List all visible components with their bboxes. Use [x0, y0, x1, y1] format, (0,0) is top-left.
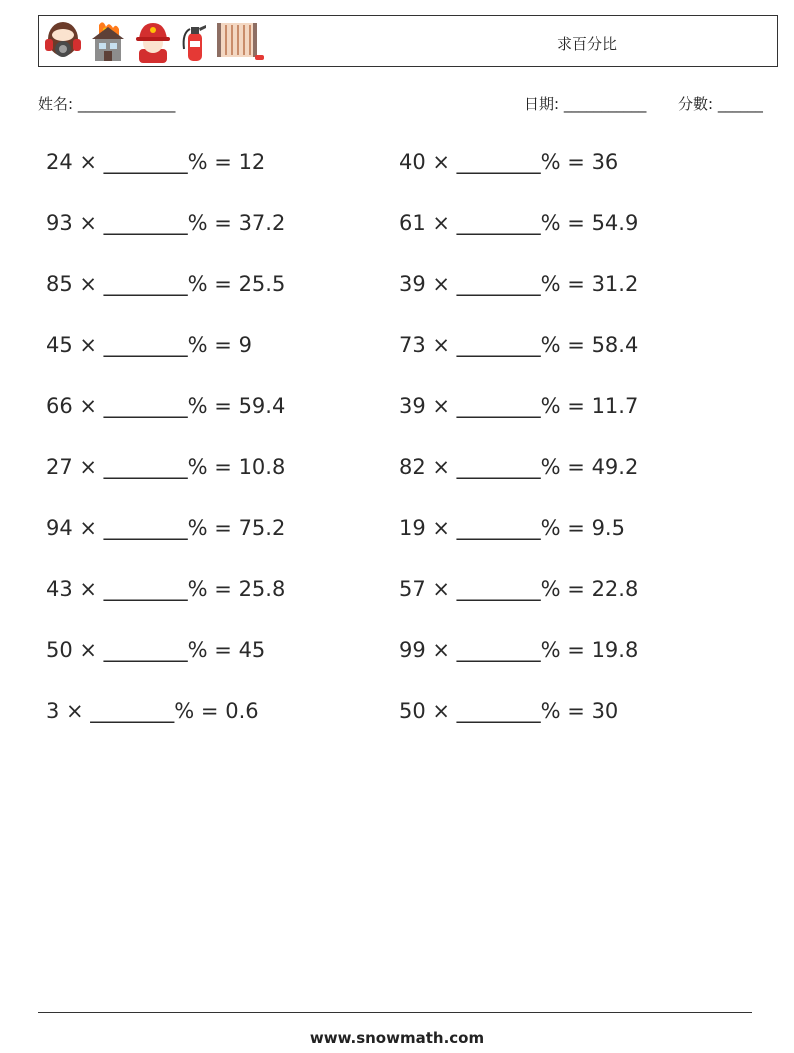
- fire-extinguisher-icon: [179, 19, 209, 63]
- problem-right-1: 40 × ________% = 36: [399, 150, 619, 174]
- problem-right-5: 39 × ________% = 11.7: [399, 394, 639, 418]
- problem-right-9: 99 × ________% = 19.8: [399, 638, 639, 662]
- problem-right-7: 19 × ________% = 9.5: [399, 516, 625, 540]
- problem-left-2: 93 × ________% = 37.2: [46, 211, 286, 235]
- problem-left-8: 43 × ________% = 25.8: [46, 577, 286, 601]
- problem-right-10: 50 × ________% = 30: [399, 699, 619, 723]
- problem-left-4: 45 × ________% = 9: [46, 333, 252, 357]
- problem-left-3: 85 × ________% = 25.5: [46, 272, 286, 296]
- problem-left-6: 27 × ________% = 10.8: [46, 455, 286, 479]
- firefighter-icon: [133, 19, 173, 63]
- footer-divider: [38, 1012, 752, 1013]
- footer-site: www.snowmath.com: [309, 1029, 485, 1047]
- problem-right-2: 61 × ________% = 54.9: [399, 211, 639, 235]
- header-icons: [43, 18, 265, 64]
- problem-right-8: 57 × ________% = 22.8: [399, 577, 639, 601]
- problem-right-4: 73 × ________% = 58.4: [399, 333, 639, 357]
- score-field: 分數: ______: [678, 95, 763, 113]
- problem-left-9: 50 × ________% = 45: [46, 638, 266, 662]
- header-box: [38, 15, 778, 67]
- problem-right-6: 82 × ________% = 49.2: [399, 455, 639, 479]
- firefighter-mask-icon: [43, 19, 83, 63]
- fire-hose-icon: [215, 19, 265, 63]
- problem-left-7: 94 × ________% = 75.2: [46, 516, 286, 540]
- burning-house-icon: [89, 19, 127, 63]
- date-field: 日期: ___________: [524, 95, 647, 113]
- problem-right-3: 39 × ________% = 31.2: [399, 272, 639, 296]
- problem-left-10: 3 × ________% = 0.6: [46, 699, 259, 723]
- worksheet-title: 求百分比: [557, 35, 618, 53]
- problem-left-1: 24 × ________% = 12: [46, 150, 266, 174]
- name-field: 姓名: _____________: [38, 95, 176, 113]
- problem-left-5: 66 × ________% = 59.4: [46, 394, 286, 418]
